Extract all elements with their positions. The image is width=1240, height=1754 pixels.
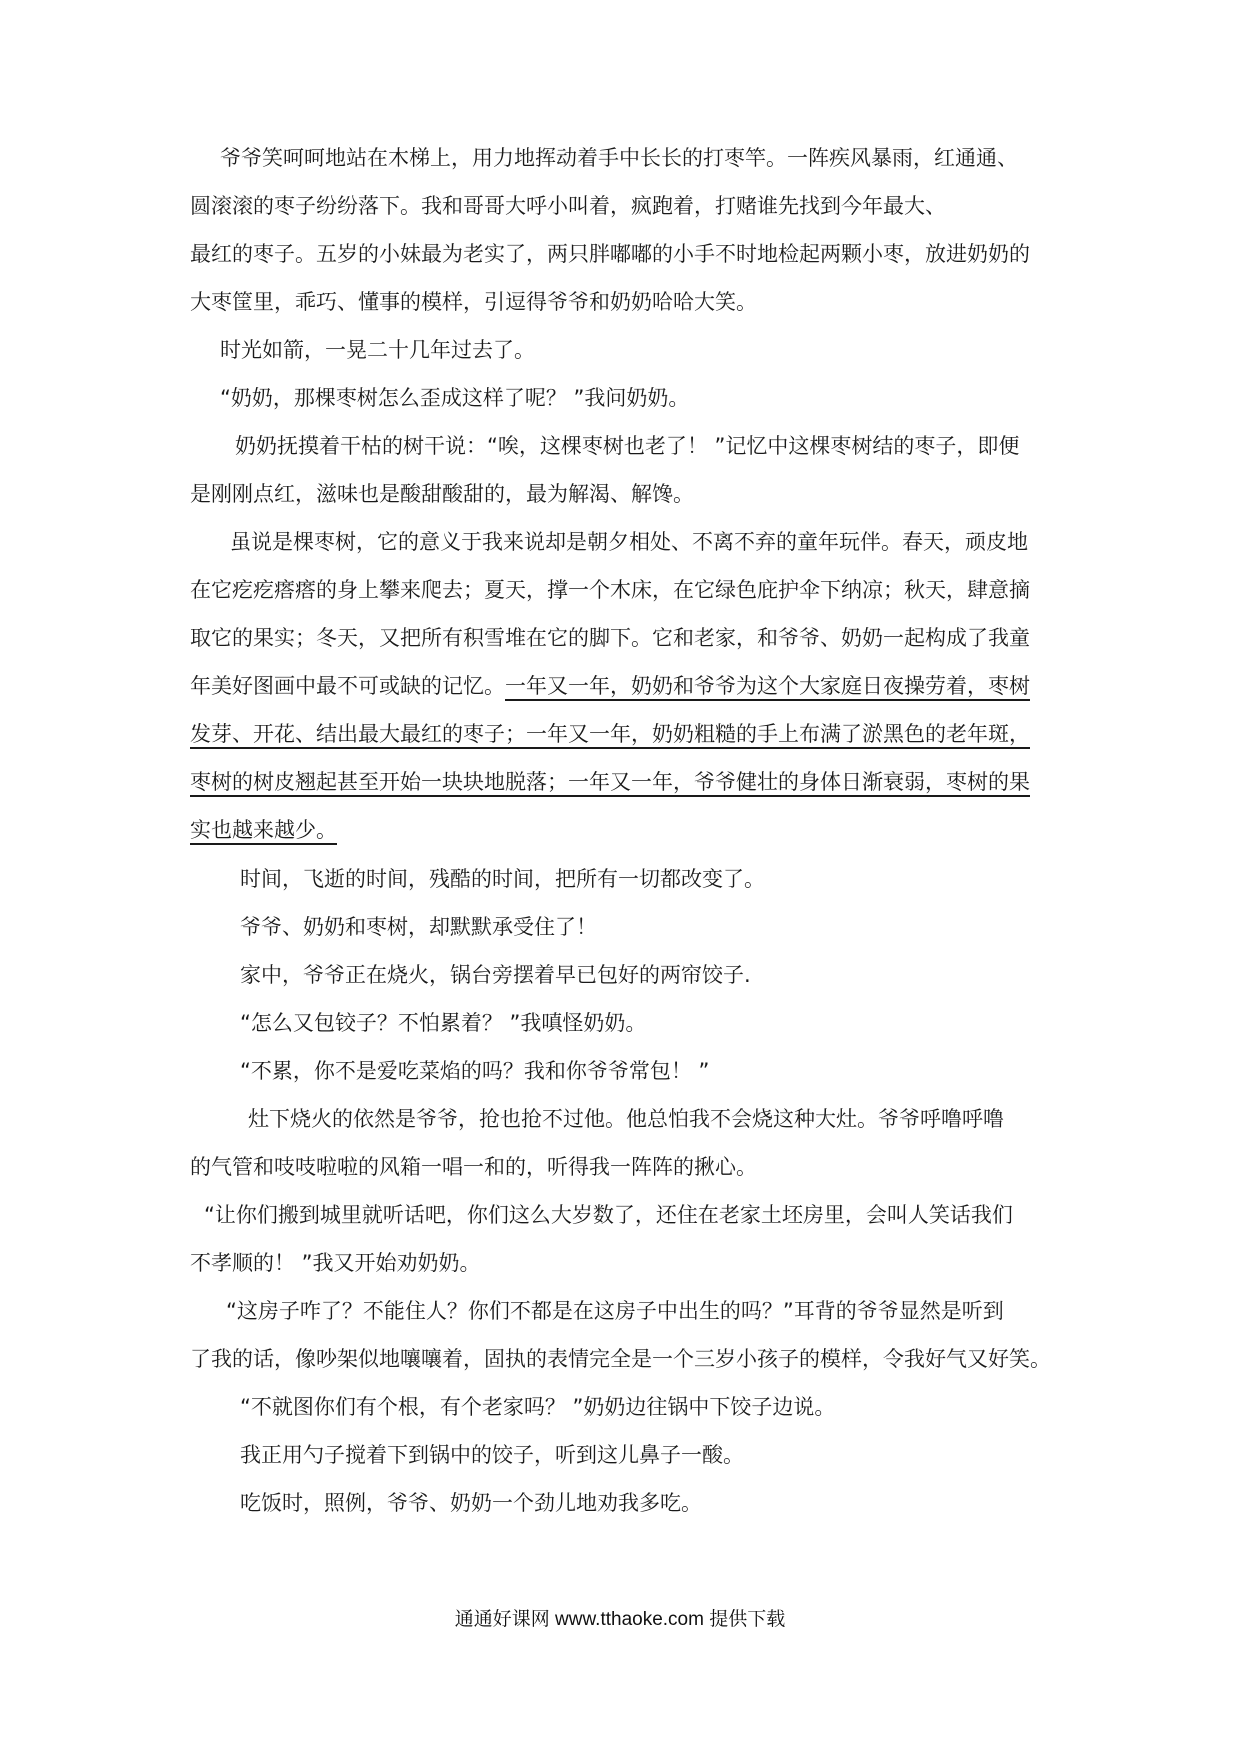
text-line xyxy=(240,1047,709,1095)
text-segment: 圆滚滚的枣子纷纷落下。我和哥哥大呼小叫着，疯跑着，打赌谁先找到今年最大、 xyxy=(190,194,946,218)
text-segment: 大枣筐里，乖巧、懂事的模样，引逗得爷爷和奶奶哈哈大笑。 xyxy=(190,290,757,314)
text-line xyxy=(240,1479,702,1527)
text-segment: “怎么又包铰子？不怕累着？ ”我嗔怪奶奶。 xyxy=(240,1011,647,1035)
text-line xyxy=(230,518,1028,566)
text-segment: “这房子咋了？不能住人？你们不都是在这房子中出生的吗？”耳背的爷爷显然是听到 xyxy=(226,1299,1004,1323)
text-line xyxy=(190,710,1030,758)
text-line xyxy=(220,134,1018,182)
page-footer: 通通好课网 www.tthaoke.com 提供下载 xyxy=(454,1609,786,1630)
text-segment: 是刚刚点红，滋味也是酸甜酸甜的，最为解渴、解馋。 xyxy=(190,482,694,506)
text-segment: “让你们搬到城里就听话吧，你们这么大岁数了，还住在老家土坯房里，会叫人笑话我们 xyxy=(204,1203,1013,1227)
text-line xyxy=(190,470,694,518)
text-line xyxy=(190,566,1030,614)
text-segment: 不孝顺的！ ”我又开始劝奶奶。 xyxy=(190,1251,481,1275)
text-segment: “不累，你不是爱吃菜焰的吗？我和你爷爷常包！ ” xyxy=(240,1059,710,1083)
text-segment: 家中，爷爷正在烧火，锅台旁摆着早已包好的两帘饺子. xyxy=(240,963,751,987)
text-line xyxy=(240,903,597,951)
text-segment: 奶奶抚摸着干枯的树干说：“唉，这棵枣树也老了！ ”记忆中这棵枣树结的枣子，即便 xyxy=(235,434,1020,458)
text-segment: 我正用勺子搅着下到锅中的饺子，听到这儿鼻子一酸。 xyxy=(240,1443,744,1467)
text-line xyxy=(190,1239,481,1287)
text-segment: 了我的话，像吵架似地嚷嚷着，固执的表情完全是一个三岁小孩子的模样，令我好气又好笑。 xyxy=(190,1347,1051,1371)
text-line xyxy=(190,230,1030,278)
underlined-text-segment: 发芽、开花、结出最大最红的枣子；一年又一年，奶奶粗糙的手上布满了淤黑色的老年斑， xyxy=(190,722,1030,746)
text-line xyxy=(240,999,646,1047)
text-segment: 吃饭时，照例，爷爷、奶奶一个劲儿地劝我多吃。 xyxy=(240,1491,702,1515)
text-line xyxy=(190,806,337,854)
text-line xyxy=(190,1143,757,1191)
text-segment: 最红的枣子。五岁的小妹最为老实了，两只胖嘟嘟的小手不时地检起两颗小枣，放进奶奶的 xyxy=(190,242,1030,266)
text-segment: 的气管和吱吱啦啦的风箱一唱一和的，听得我一阵阵的揪心。 xyxy=(190,1155,757,1179)
text-segment: 年美好图画中最不可或缺的记忆。 xyxy=(190,674,505,698)
text-line xyxy=(190,614,1030,662)
text-segment: 时光如箭，一晃二十几年过去了。 xyxy=(220,338,535,362)
text-line xyxy=(190,182,946,230)
text-segment: “不就图你们有个根，有个老家吗？ ”奶奶边往锅中下饺子边说。 xyxy=(240,1395,836,1419)
text-line xyxy=(204,1191,1013,1239)
text-line xyxy=(190,278,757,326)
text-line xyxy=(220,326,535,374)
underlined-text-segment: 一年又一年，奶奶和爷爷为这个大家庭日夜操劳着，枣树 xyxy=(505,674,1030,698)
text-line xyxy=(235,422,1019,470)
underlined-text-segment: 枣树的树皮翘起甚至开始一块块地脱落；一年又一年，爷爷健壮的身体日渐衰弱，枣树的果 xyxy=(190,770,1030,794)
text-line xyxy=(240,1431,744,1479)
text-line xyxy=(190,1335,1051,1383)
text-segment: 虽说是棵枣树，它的意义于我来说却是朝夕相处、不离不弃的童年玩伴。春天，顽皮地 xyxy=(230,530,1028,554)
text-segment: 在它疙疙瘩瘩的身上攀来爬去；夏天，撑一个木床，在它绿色庇护伞下纳凉；秋天，肆意摘 xyxy=(190,578,1030,602)
text-line xyxy=(190,758,1030,806)
text-segment: 取它的果实；冬天，又把所有积雪堆在它的脚下。它和老家，和爷爷、奶奶一起构成了我童 xyxy=(190,626,1030,650)
text-line xyxy=(240,855,765,903)
text-line xyxy=(226,1287,1004,1335)
text-line xyxy=(240,1383,835,1431)
underlined-text-segment: 实也越来越少。 xyxy=(190,818,337,842)
text-segment: 爷爷、奶奶和枣树，却默默承受住了！ xyxy=(240,915,597,939)
text-segment: “奶奶，那棵枣树怎么歪成这样了呢？ ”我问奶奶。 xyxy=(220,386,690,410)
text-segment: 爷爷笑呵呵地站在木梯上，用力地挥动着手中长长的打枣竿。一阵疾风暴雨，红通通、 xyxy=(220,146,1018,170)
text-line xyxy=(220,374,689,422)
text-line xyxy=(190,662,1030,710)
text-line xyxy=(248,1095,1004,1143)
text-line xyxy=(240,951,751,999)
text-segment: 时间，飞逝的时间，残酷的时间，把所有一切都改变了。 xyxy=(240,867,765,891)
text-segment: 灶下烧火的依然是爷爷，抢也抢不过他。他总怕我不会烧这种大灶。爷爷呼噜呼噜 xyxy=(248,1107,1004,1131)
